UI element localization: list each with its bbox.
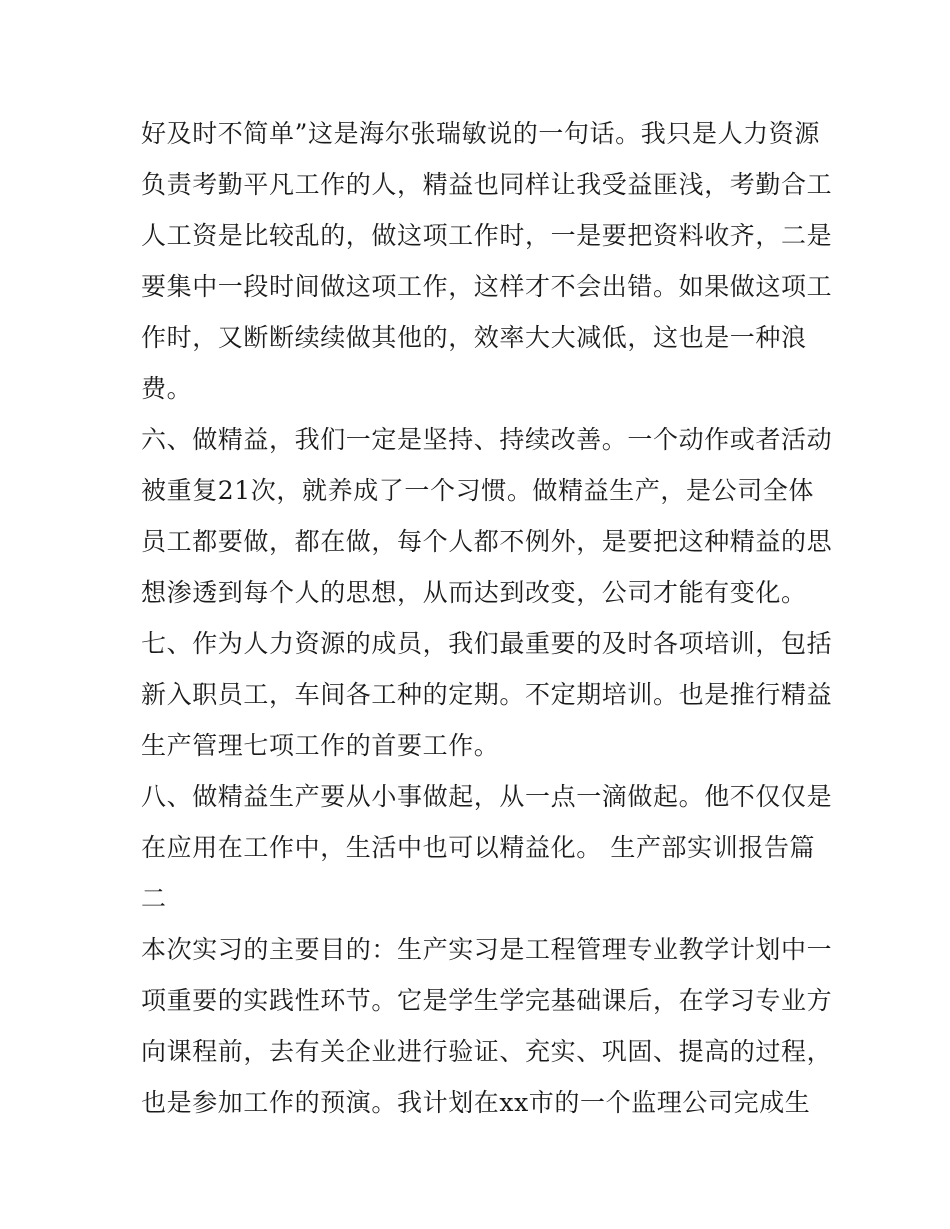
text-line: 六、做精益，我们一定是坚持、持续改善。一个动作或者活动 [141, 425, 833, 454]
text-line: 生产管理七项工作的首要工作。 [141, 731, 500, 760]
text-line: 七、作为人力资源的成员，我们最重要的及时各项培训，包括 [141, 629, 833, 658]
text-line: 也是参加工作的预演。我计划在xx市的一个监理公司完成生 [141, 1088, 811, 1117]
text-line: 人工资是比较乱的，做这项工作时，一是要把资料收齐，二是 [141, 221, 833, 250]
text-line: 向课程前，去有关企业进行验证、充实、巩固、提高的过程， [141, 1037, 833, 1066]
text-line: 员工都要做，都在做，每个人都不例外，是要把这种精益的思 [141, 527, 833, 556]
body-text [141, 108, 833, 1128]
text-line: 要集中一段时间做这项工作，这样才不会出错。如果做这项工 [141, 272, 833, 301]
text-line: 项重要的实践性环节。它是学生学完基础课后，在学习专业方 [141, 986, 833, 1015]
text-line: 负责考勤平凡工作的人，精益也同样让我受益匪浅，考勤合工 [141, 170, 833, 199]
text-line: 在应用在工作中，生活中也可以精益化。 生产部实训报告篇 [141, 833, 816, 862]
text-line: 二 [141, 884, 167, 913]
text-line: 好及时不简单”这是海尔张瑞敏说的一句话。我只是人力资源 [141, 119, 820, 148]
text-line: 本次实习的主要目的：生产实习是工程管理专业教学计划中一 [141, 935, 833, 964]
text-line: 费。 [141, 374, 193, 403]
text-line: 想渗透到每个人的思想，从而达到改变，公司才能有变化。 [141, 578, 807, 607]
text-line: 被重复21次，就养成了一个习惯。做精益生产，是公司全体 [141, 476, 815, 505]
text-line: 八、做精益生产要从小事做起，从一点一滴做起。他不仅仅是 [141, 782, 833, 811]
text-line: 作时，又断断续续做其他的，效率大大减低，这也是一种浪 [141, 323, 807, 352]
text-line: 新入职员工，车间各工种的定期。不定期培训。也是推行精益 [141, 680, 833, 709]
